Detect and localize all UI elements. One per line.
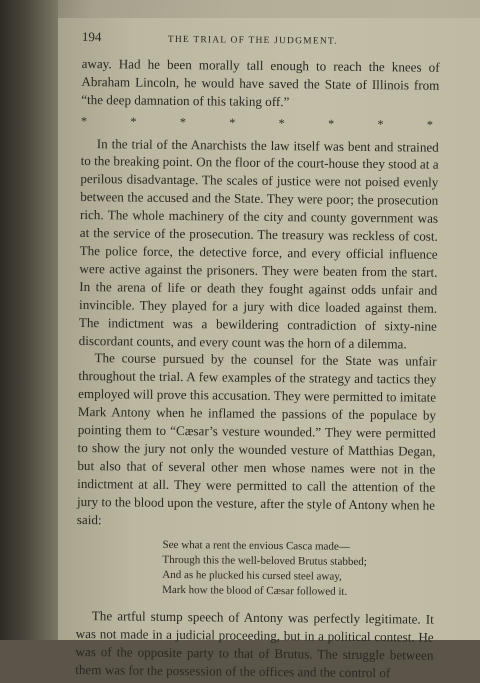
- separator-star: *: [426, 117, 434, 132]
- separator-star: *: [278, 115, 285, 130]
- page-number: 194: [81, 28, 102, 45]
- quote-line: Through this the well-beloved Brutus stabbed;: [162, 554, 367, 569]
- quote-line: See what a rent the envious Casca made—: [162, 539, 350, 554]
- separator-star: *: [179, 114, 186, 129]
- page-text-block: [75, 28, 440, 683]
- page-header: [82, 28, 440, 53]
- quote-line: Mark how the blood of Cæsar followed it.: [162, 584, 348, 599]
- opening-paragraph: away. Had he been morally tall enough to reach the knees of Abraham Lincoln, he would have saved the State of Illinois from “the deep damnation of this taking off.”: [81, 55, 440, 109]
- closing-paragraph: The artful stump speech of Antony was perfectly legitimate. It was not made in a judicial proceeding, but in a political contest. He was of the opposite party to that of Brutus. The struggle between them was for the possession of the offices and the control of: [75, 608, 434, 681]
- body-paragraph-anarchists: In the trial of the Anarchists the law itself was bent and strained to the breaking point. On the floor of the court-house they stood at a perilous disadvantage. The scales of justice were not poised evenly between the accused and the State. They were poor; the prosecution rich. The whole machinery of the city and county government was at the service of the prosecution. The treasury was reckless of cost. The police force, the detective force, and every official influence were active against the prisoners. They were beaten from the start. In the arena of life or death they fought against odds unfair and invincible. They played for a jury with dice loaded against them. The indictment was a bewildering contradiction of sixty-nine discordant counts, and every count was the horn of a dilemma.: [78, 135, 439, 351]
- block-quote: [162, 538, 435, 601]
- separator-star: *: [130, 114, 137, 129]
- book-spine-shadow: [0, 0, 58, 640]
- separator-star: *: [328, 116, 335, 131]
- running-title: THE TRIAL OF THE JUDGMENT.: [167, 34, 338, 47]
- separator-star: *: [229, 115, 236, 130]
- separator-star: *: [80, 113, 88, 128]
- section-separator: [81, 109, 439, 139]
- separator-star: *: [377, 116, 384, 131]
- quote-line: And as he plucked his cursed steel away,: [162, 569, 342, 584]
- body-paragraph-counsel: The course pursued by the counsel for the State was unfair throughout the trial. A few examples of the strategy and tactics they employed will prove this accusation. They were permitted to imitate Mark Antony when he inflamed the passions of the populace by pointing them to “Cæsar’s vesture wounded.” They were permitted to show the jury not only the wounded vesture of Matthias Degan, but also that of several other men whose names were not in the indictment at all. They were permitted to call the attention of the jury to the blood upon the vesture, after the style of Antony when he said:: [76, 350, 437, 527]
